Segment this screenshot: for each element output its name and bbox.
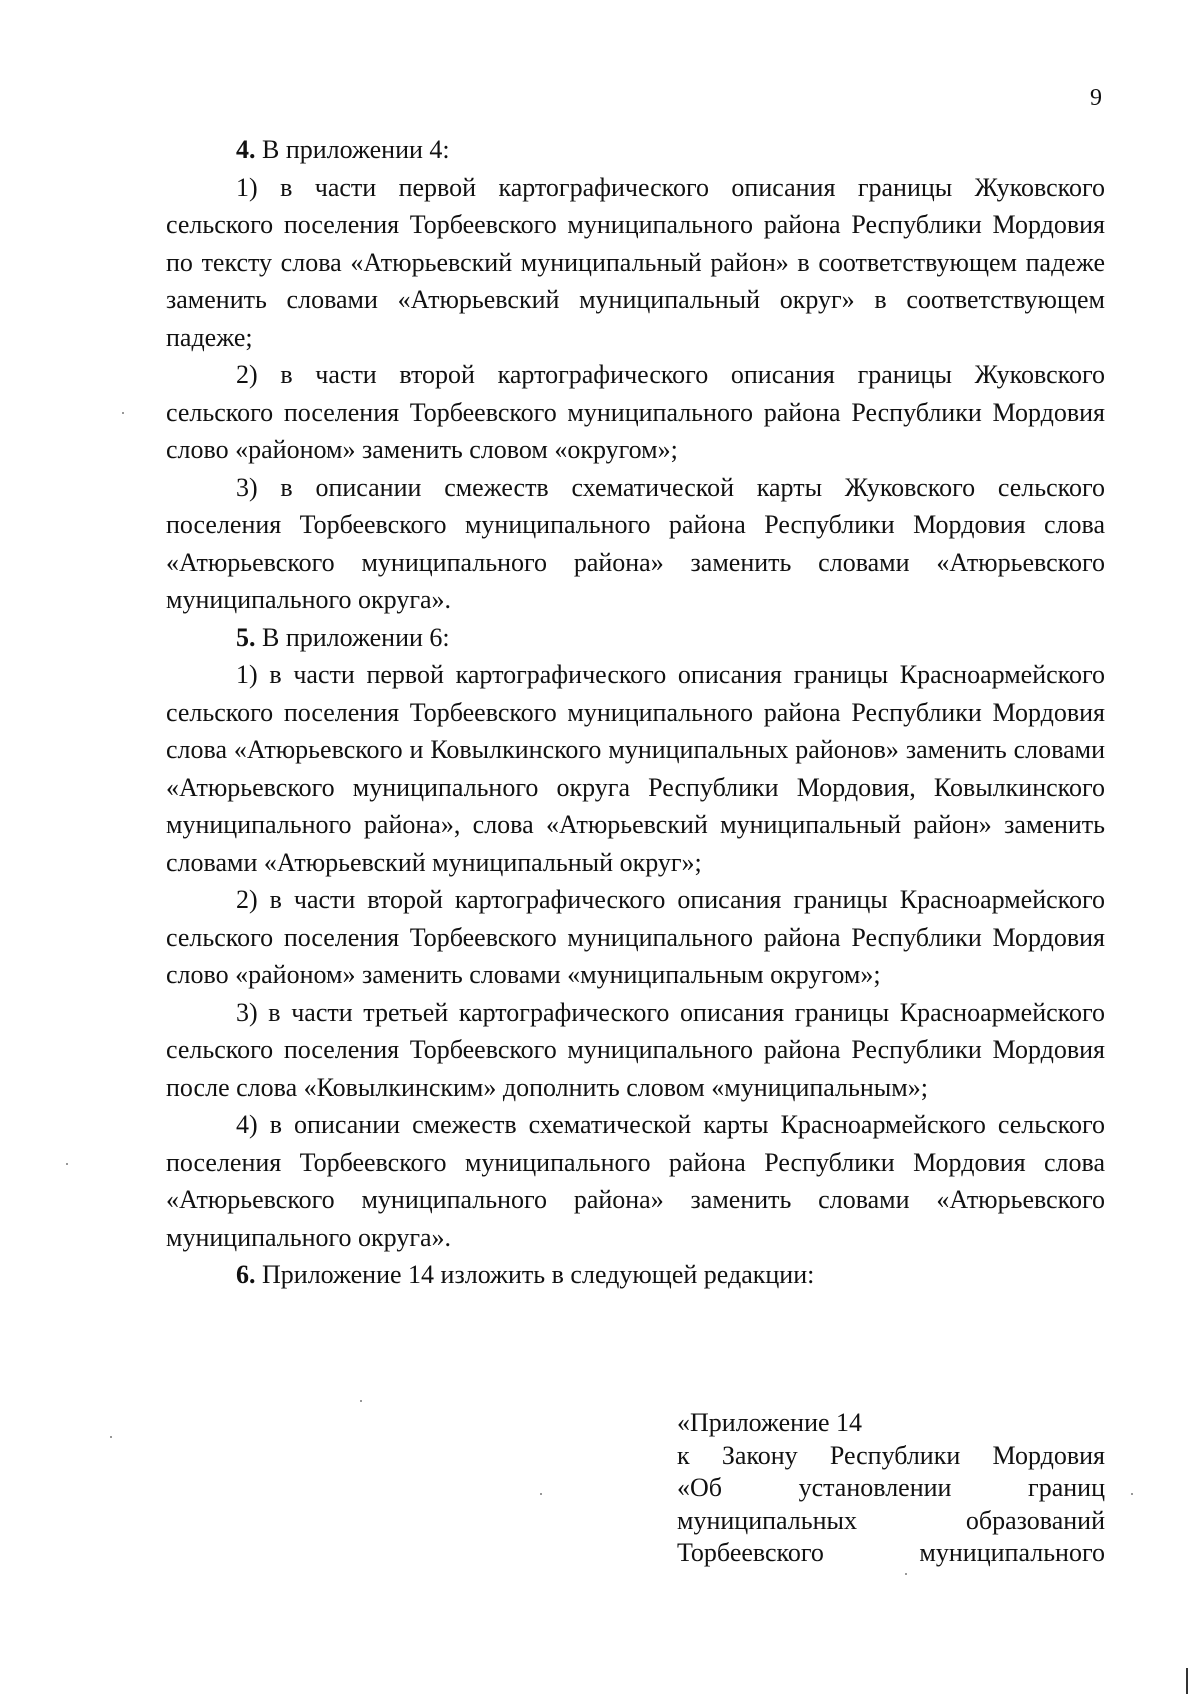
scan-speck bbox=[360, 1400, 362, 1402]
section-4-title: В приложении 4: bbox=[255, 135, 450, 164]
appendix-header-line: к Закону Республики Мордовия bbox=[677, 1440, 1105, 1470]
section-5-heading bbox=[166, 619, 1105, 657]
section-4-item-3: 3) в описании смежеств схематической карты Жуковского сельского поселения Торбеевского муниципального района Республики Мордовия слова «Атюрьевского муниципального района» заменить словами «Атюрьевского муниципального округа». bbox=[166, 472, 1105, 614]
appendix-header-line: «Об установлении границ bbox=[677, 1473, 1105, 1502]
section-4-heading bbox=[166, 131, 1105, 169]
scan-speck bbox=[1131, 1493, 1133, 1495]
appendix-header-line: «Приложение 14 bbox=[677, 1408, 863, 1437]
section-4-item-1: 1) в части первой картографического описания границы Жуковского сельского поселения Торбеевского муниципального района Республики Мордовия по тексту слова «Атюрьевский муниципальный район» в соответствующем падеже заменить словами «Атюрьевский муниципальный округ» в соответствующем падеже; bbox=[166, 172, 1105, 352]
section-5-item-2: 2) в части второй картографического описания границы Красноармейского сельского поселения Торбеевского муниципального района Республики Мордовия слово «районом» заменить словами «муниципальным округом»; bbox=[166, 885, 1105, 989]
section-5-title: В приложении 6: bbox=[255, 622, 450, 652]
page-number: 9 bbox=[1090, 85, 1102, 111]
scan-speck bbox=[66, 1163, 68, 1165]
document-body bbox=[166, 131, 1105, 1294]
section-4-number: 4. bbox=[236, 135, 256, 164]
section-5-item-3: 3) в части третьей картографического описания границы Красноармейского сельского поселения Торбеевского муниципального района Республики Мордовия после слова «Ковылкинским» дополнить словом «муниципальным»; bbox=[166, 997, 1105, 1102]
scan-speck bbox=[540, 1493, 542, 1495]
section-5-number: 5. bbox=[236, 622, 256, 652]
section-5-item-1: 1) в части первой картографического описания границы Красноармейского сельского поселения Торбеевского муниципального района Республики Мордовия слова «Атюрьевского и Ковылкинского муниципальных районов» заменить словами «Атюрьевского муниципального округа Республики Мордовия, Ковылкинского муниципального района», слова «Атюрьевский муниципальный район» заменить словами «Атюрьевский муниципальный округ»; bbox=[166, 660, 1105, 877]
section-5-item-4: 4) в описании смежеств схематической карты Красноармейского сельского поселения Торбеевского муниципального района Республики Мордовия слова «Атюрьевского муниципального района» заменить словами «Атюрьевского муниципального округа». bbox=[166, 1110, 1105, 1252]
scan-speck bbox=[122, 412, 124, 414]
section-4-item-2: 2) в части второй картографического описания границы Жуковского сельского поселения Торбеевского муниципального района Республики Мордовия слово «районом» заменить словом «округом»; bbox=[166, 360, 1105, 464]
section-6-title: Приложение 14 изложить в следующей редакции: bbox=[255, 1260, 815, 1289]
scan-speck bbox=[905, 1573, 907, 1575]
scan-speck bbox=[110, 1436, 112, 1438]
scan-edge-mark bbox=[1186, 1668, 1188, 1694]
appendix-header bbox=[677, 1407, 1105, 1570]
section-6-heading bbox=[166, 1256, 1105, 1294]
appendix-header-line: Торбеевского муниципального bbox=[677, 1538, 1105, 1567]
section-6-number: 6. bbox=[236, 1260, 256, 1289]
appendix-header-line: муниципальных образований bbox=[677, 1505, 1105, 1535]
